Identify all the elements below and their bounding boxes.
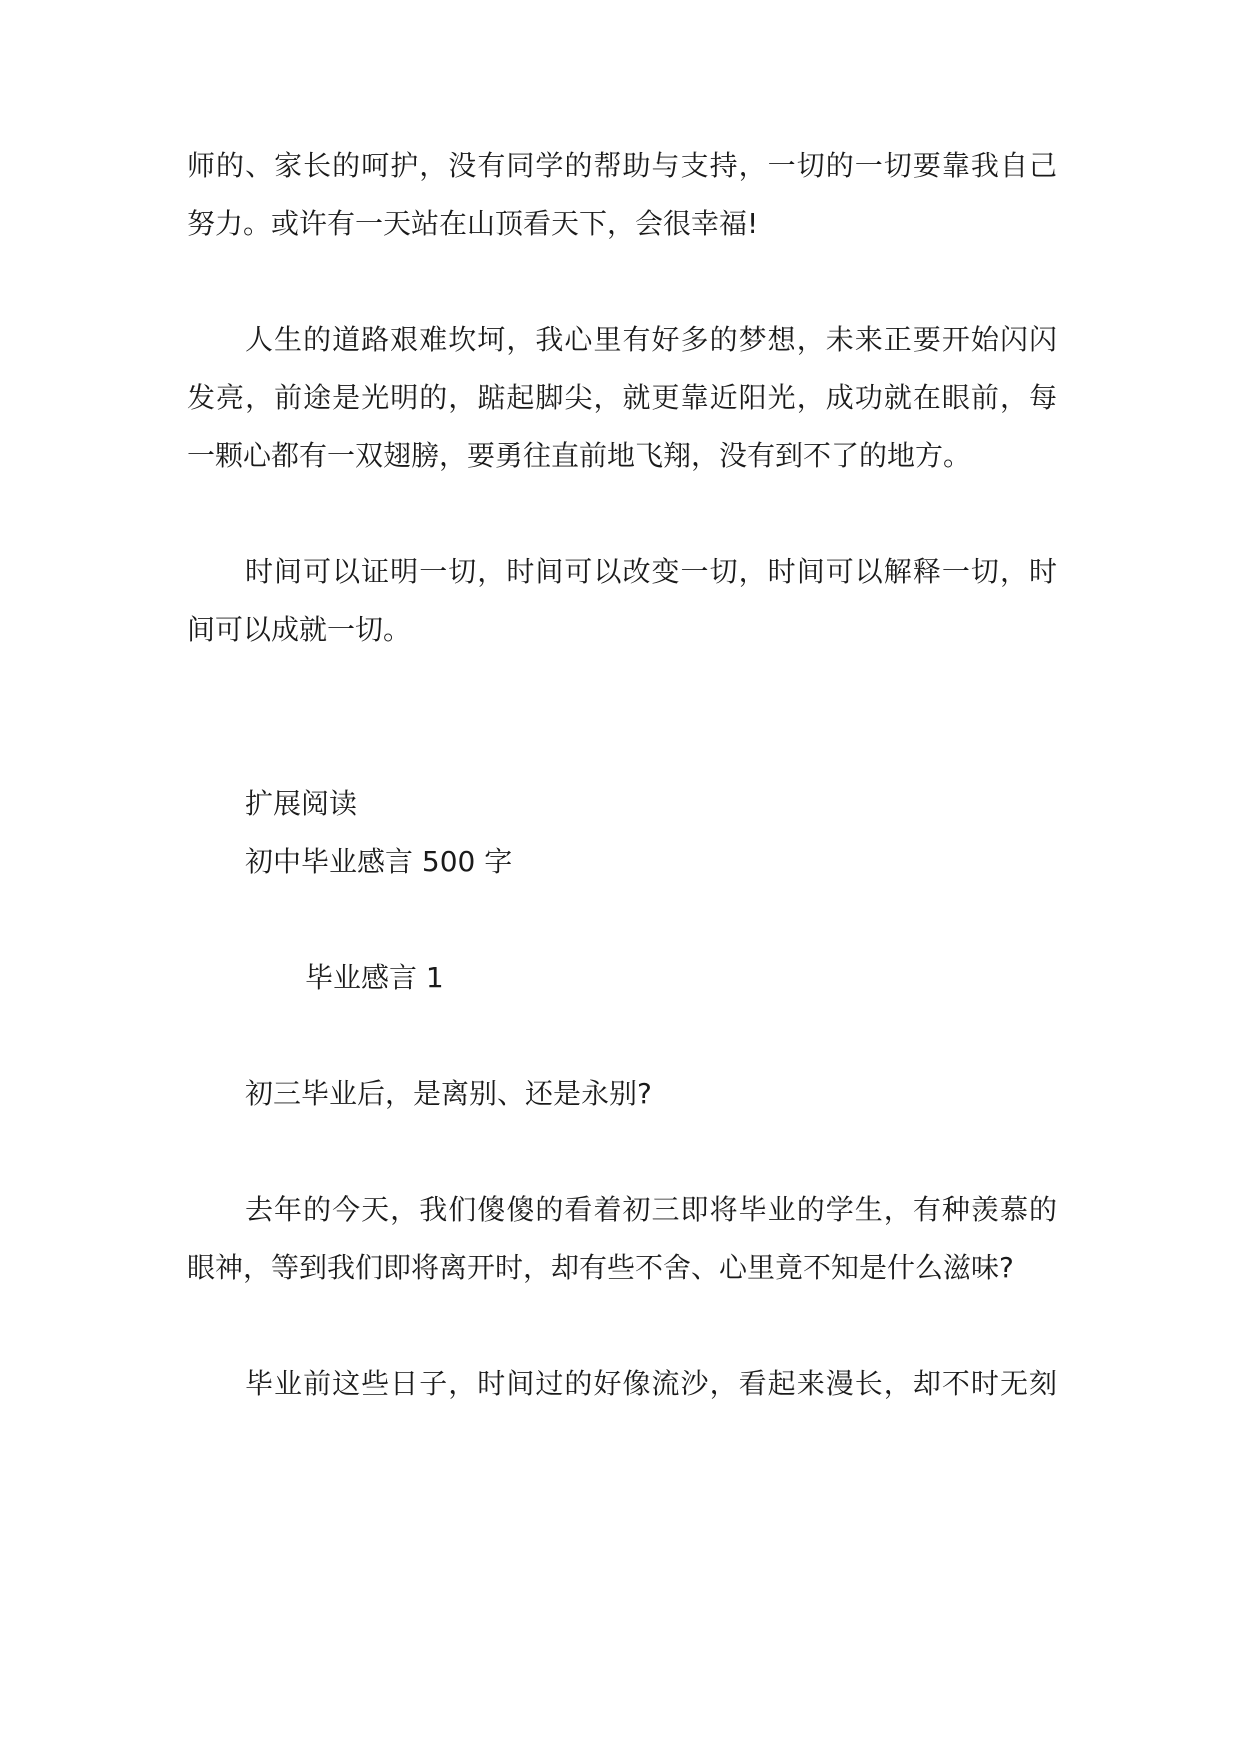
body-text-line: 人生的道路艰难坎坷，我心里有好多的梦想，未来正要开始闪闪: [245, 323, 1057, 356]
body-text-line: 时间可以证明一切，时间可以改变一切，时间可以解释一切，时: [245, 555, 1057, 588]
body-text-line: 初三毕业后，是离别、还是永别?: [245, 1077, 652, 1110]
section-heading: 扩展阅读: [245, 787, 358, 820]
body-text-line: 一颗心都有一双翅膀，要勇往直前地飞翔，没有到不了的地方。: [187, 439, 972, 472]
body-text-line: 间可以成就一切。: [187, 613, 412, 646]
body-text-line: 毕业前这些日子，时间过的好像流沙，看起来漫长，却不时无刻: [245, 1367, 1057, 1400]
body-text-line: 眼神，等到我们即将离开时，却有些不舍、心里竟不知是什么滋味?: [187, 1251, 1014, 1284]
subheading: 毕业感言 1: [305, 961, 444, 994]
body-text-line: 去年的今天，我们傻傻的看着初三即将毕业的学生，有种羡慕的: [245, 1193, 1057, 1226]
article-title: 初中毕业感言 500 字: [245, 845, 513, 878]
body-text-line: 师的、家长的呵护，没有同学的帮助与支持，一切的一切要靠我自己: [187, 149, 1057, 182]
body-text-line: 努力。或许有一天站在山顶看天下，会很幸福!: [187, 207, 759, 240]
body-text-line: 发亮，前途是光明的，踮起脚尖，就更靠近阳光，成功就在眼前，每: [187, 381, 1057, 414]
